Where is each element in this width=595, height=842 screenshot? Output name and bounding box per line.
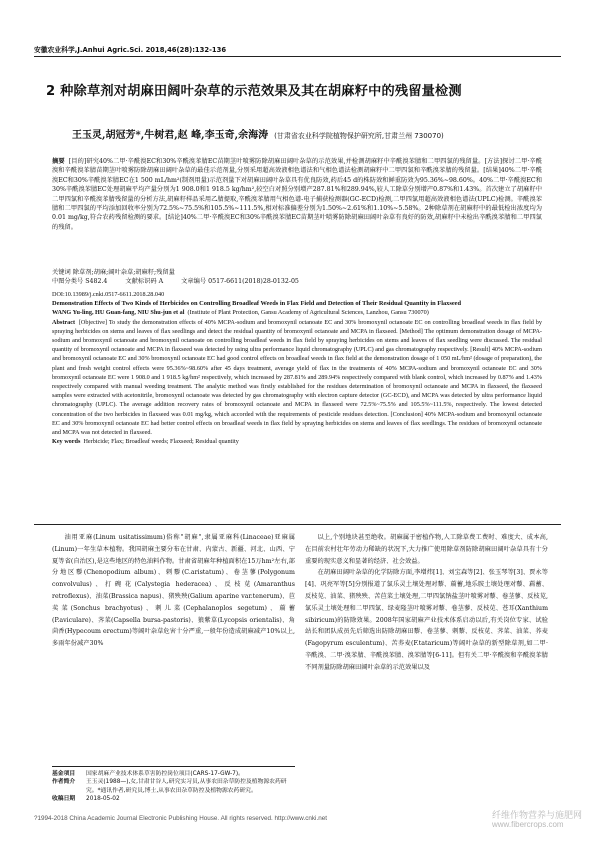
received-date: 2018-05-02 [86, 795, 120, 802]
received-label: 收稿日期 [52, 795, 76, 802]
body-right-column [305, 532, 548, 674]
doi: DOI:10.13989/j.cnki.0517-6611.2018.28.040 [52, 291, 165, 298]
chinese-abstract [52, 157, 542, 232]
footnote-rule [52, 766, 295, 767]
watermark-cn: 纤维作物营养与施肥网 [492, 811, 583, 821]
fund-text: 国家胡麻产业技术体系草害防控岗位项目(CARS-17-GW-7)。 [86, 771, 244, 777]
abstract-label: 摘要 [52, 158, 65, 165]
keywords-cn: 关键词 除草剂;胡麻;阔叶杂草;胡麻籽;残留量 [52, 269, 175, 276]
english-affiliation: (Institute of Plant Protection, Gansu Academy of Agricultural Sciences, Lanzhou, Gansu 730070) [187, 309, 429, 317]
classification-block [52, 268, 542, 287]
document-code: 文献标识码 A [125, 278, 164, 286]
english-keywords: Herbicide; Flax; Broadleaf weeds; Flaxseed; Residual quantity [83, 438, 239, 446]
author-names: 王玉灵,胡冠芳*,牛树君,赵 峰,李玉奇,余海涛 [72, 130, 269, 141]
journal-header: 安徽农业科学,J.Anhui Agric.Sci. 2018,46(28):132-136 [34, 46, 227, 54]
author-line [72, 126, 444, 141]
watermark-url: www.fibercrops.com [492, 820, 564, 829]
fund-label: 基金项目 [52, 771, 76, 777]
english-title: Demonstration Effects of Two Kinds of Herbicides on Controlling Broadleaf Weeds in Flax Field and Detection of Their Residual Quantity in Flaxseed [52, 300, 462, 308]
author-bio-text: 王玉灵(1988—),女,甘肃甘谷人,研究实习员,从事农田杂草防控及植物源农药研究。*通讯作者,研究员,博士,从事农田杂草防控及植物源农药研究。 [86, 779, 287, 794]
english-keywords-label: Key words [52, 438, 81, 446]
clc-number: 中图分类号 S482.4 [52, 278, 108, 286]
body-left-column [52, 532, 295, 650]
english-abstract [52, 290, 542, 446]
author-affiliation: (甘肃省农业科学院植物保护研究所,甘肃兰州 730070) [274, 132, 444, 140]
abstract-text: [目的]研究40%二甲·辛酰溴EC和30%辛酰溴苯腈EC苗期茎叶喷雾防除胡麻田阔叶杂草的示范效果,并检测胡麻籽中辛酰溴苯腈和二甲四氯的残留量。[方法]探讨二甲·辛酰溴和辛酰溴苯腈苗期茎叶喷雾防除胡麻田阔叶杂草的最佳示范剂量,分别采用超高效液相色谱法和气相色谱法检测胡麻籽中二甲四氯和辛酰溴苯腈的残留量。[结果]40%二甲·辛酰溴EC和30%辛酰溴苯腈EC在1 500 mL/hm²(制剂用量)示范剂量下对胡麻田阔叶杂草具有优良防效,药后45 d的株防效和鲜重防效为95.36%~98.60%。40%二甲·辛酰溴EC和30%辛酰溴苯腈EC处理胡麻平均产量分别为1 908.0和1 918.5 kg/hm²,较空白对照分别增产287.81%和289.94%,较人工除草分别增产0.87%和1.43%。首次建立了胡麻籽中二甲四氯和辛酰溴苯腈残留量的分析方法,胡麻籽样品采用乙腈提取,辛酰溴苯腈用气相色谱-电子捕获检测器(GC-ECD)检测,二甲四氯用超高效液相色谱法(UPLC)检测。辛酰溴苯腈和二甲四氯的平均添加回收率分别为72.5%~75.5%和105.5%~111.5%,相对标准偏差分别为1.50%~2.61%和1.10%~5.58%。2种除草剂在胡麻籽中的最低检出浓度均为0.01 mg/kg,符合农药残留检测的要求。[结论]40%二甲·辛酰溴EC和30%辛酰溴苯腈EC苗期茎叶喷雾防除胡麻田阔叶杂草有良好的防效,胡麻籽中未检出辛酰溴苯腈和二甲四氯的残留。 [52, 158, 543, 231]
footnote [52, 770, 295, 803]
header-rule [34, 56, 561, 57]
english-abstract-label: Abstract [52, 318, 76, 326]
author-bio-label: 作者简介 [52, 779, 76, 786]
copyright-line: ?1994-2018 China Academic Journal Electronic Publishing House. All rights reserved. http://www.cnki.net [34, 815, 327, 822]
english-abstract-text: [Objective] To study the demonstration effects of 40% MCPA-sodium and bromoxynil octanoate EC and 30% bromoxynil octanoate EC on controlling broadleaf weeds in flax field by spraying herbicides on stems and leaves of flax seedlings and detect the residual quantity of bromoxynil octanoate and MCPA in flaxseed. [Method] The optimum demonstration dosage of MCPA-sodium and bromoxynil octanoate and bromoxynil octanoate on controlling broadleaf weeds in flax field by spraying herbicides on stems and leaves of flax seedling were discussed. The residual quantity of bromoxynil octanoate and MCPA in flaxseed was detected by using ultra performance liquid chromatography (UPLC) and gas chromatography respectively. [Result] 40% MCPA-sodium and bromoxynil octanoate EC and 30% bromoxynil octanoate EC had good control effects on broadleaf weeds in flax field at the demonstration dosage of 1 050 mL/hm² (dosage of preparation), the plant and fresh weight control effects were 95.36%~98.60% after 45 days treatment, average yield of flax in the treatments of 40% MCPA-sodium and bromoxynil octanoate EC and 30% bromoxynil octanoate EC were 1 908.0 and 1 918.5 kg/hm² respectively, which increased by 287.81% and 289.94% respectively compared with blank control, which increased by 0.87% and 1.43% respectively compared with manual weeding treatment. The analytic method was firstly established for the residues determination of bromoxynil octanoate and MCPA in flaxseed, the flaxseed samples were extracted with acetonitrile, bromoxynil octanoate was detected by gas chromatography with electron capture detector (GC-ECD), and MCPA was detected by ultra performance liquid chromatography (UPLC). The average addition recovery rates of bromoxynil octanoate and MCPA in flaxseed were 72.5%~75.5% and 105.5%~111.5%, respectively. The lowest detected concentration of the two herbicides in flaxseed was 0.01 mg/kg, which accorded with the requirements of pesticide residues detection. [Conclusion] 40% MCPA-sodium and bromoxynil octanoate EC and 30% bromoxynil octanoate EC had better control effects on broadleaf weeds in flax field by spraying herbicides on stems and leaves of flax seedlings. The residues of bromoxynil octanoate and MCPA was not detected in flaxseed. [52, 318, 542, 437]
article-number: 文章编号 0517-6611(2018)28-0132-05 [181, 278, 299, 286]
english-authors: WANG Yu-ling, HU Guan-fang, NIU Shu-jun et al [52, 309, 185, 317]
abstract-rule [34, 524, 561, 525]
body-paragraph: 以上,个别地块甚至绝收。胡麻属于密植作物,人工除草费工费时、难度大、成本高,在目前农村壮年劳动力稀缺的状况下,大力推广使用除草剂防除胡麻田阔叶杂草具有十分重要的现实意义和显著的经济、社会效益。 [305, 534, 548, 565]
article-title: 2 种除草剂对胡麻田阔叶杂草的示范效果及其在胡麻籽中的残留量检测 [46, 84, 462, 99]
body-paragraph: 油用亚麻(Linum usitatissimum)俗称"胡麻",隶属亚麻科(Linaceae)亚麻属(Linum)一年生草本植物。我国胡麻主要分布在甘肃、内蒙古、新疆、河北、山西、宁夏等省(自治区),是这些地区的特色油料作物。甘肃省胡麻年种植面积在15万hm²左右,部分地区藜(Chenopodium album)、刺藜(C.aristatum)、卷茎蓼(Polygonum convolvulus)、打碗花(Calystegia hederacea)、反枝苋(Amaranthus retroflexus)、油菜(Brassica napus)、猪殃殃(Galium aparine var.tenerum)、苣荬菜(Sonchus brachyotus)、刺儿菜(Cephalanoplos segetum)、萹蓄(P.aviculare)、荠菜(Capsella bursa-pastoris)、狼紫草(Lycopsis orientalis)、角茴香(Hypecoum erectum)等阔叶杂草危害十分严重,一般年份造成胡麻减产10%以上,多雨年份减产30% [52, 534, 295, 648]
body-paragraph: 在胡麻田阔叶杂草的化学防除方面,李增炜[1]、刘宝森等[2]、张玉琴等[3]、贾永等[4]、巩亮军等[5]分别报道了氯乐灵土壤处理对藜、萹蓄,地乐胺土壤处理对藜、萹蓄、反枝苋、油菜、猪殃殃、苦苣菜土壤处理,二甲四氯钠盐茎叶喷雾对藜、卷茎蓼、反枝苋,氯乐灵土壤处理和二甲四氯、绿麦隆茎叶喷雾对藜、卷茎蓼、反枝苋、苍耳(Xanthium sibiricum)的防除效果。2008年国家胡麻产业技术体系启动以后,有关岗位专家、试验站长和团队成员先后筛选出防除胡麻田藜、卷茎蓼、刺藜、反枝苋、荠菜、油菜、荞麦(Fagopyrum esculentum)、苦荞麦(F.tataricum)等阔叶杂草的新型除草剂,如二甲·辛酰溴、二甲·溴苯腈、辛酰溴苯腈、溴苯腈等[6-11]。但有关二甲·辛酰溴和辛酰溴苯腈不同剂量防除胡麻田阔叶杂草的示范效果以及 [305, 569, 548, 671]
